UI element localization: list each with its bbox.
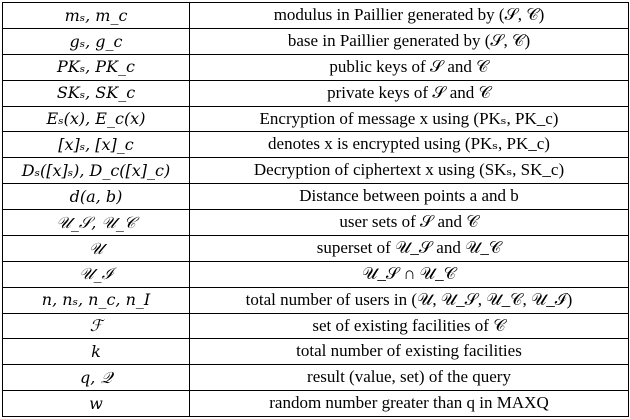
table-row	[3, 287, 629, 313]
description-cell: set of existing facilities of 𝒞	[190, 313, 629, 339]
symbol-cell: n, nₛ, n_c, n_I	[3, 287, 190, 313]
symbol-cell: Eₛ(x), E_c(x)	[3, 106, 190, 132]
symbol-cell: gₛ, g_c	[3, 28, 190, 54]
table-row	[3, 80, 629, 106]
table-row	[3, 261, 629, 287]
symbol-cell: PKₛ, PK_c	[3, 54, 190, 80]
table-row	[3, 54, 629, 80]
notation-table	[2, 2, 629, 417]
description-cell: 𝒰_𝒮 ∩ 𝒰_𝒞	[190, 261, 629, 287]
description-cell: random number greater than q in MAXQ	[190, 391, 629, 417]
symbol-cell: Dₛ([x]ₛ), D_c([x]_c)	[3, 158, 190, 184]
description-cell: total number of users in (𝒰, 𝒰_𝒮, 𝒰_𝒞, 𝒰_ℐ)	[190, 287, 629, 313]
description-cell: private keys of 𝒮 and 𝒞	[190, 80, 629, 106]
table-row	[3, 3, 629, 29]
description-cell: base in Paillier generated by (𝒮, 𝒞)	[190, 28, 629, 54]
description-cell: Decryption of ciphertext x using (SKₛ, SK_c)	[190, 158, 629, 184]
table-row	[3, 339, 629, 365]
table-row	[3, 158, 629, 184]
symbol-cell: d(a, b)	[3, 184, 190, 210]
symbol-cell: k	[3, 339, 190, 365]
symbol-cell: 𝒰_ℐ	[3, 261, 190, 287]
description-cell: denotes x is encrypted using (PKₛ, PK_c)	[190, 132, 629, 158]
description-cell: public keys of 𝒮 and 𝒞	[190, 54, 629, 80]
symbol-cell: [x]ₛ, [x]_c	[3, 132, 190, 158]
description-cell: Encryption of message x using (PKₛ, PK_c)	[190, 106, 629, 132]
table-row	[3, 132, 629, 158]
table-row	[3, 106, 629, 132]
description-cell: total number of existing facilities	[190, 339, 629, 365]
description-cell: result (value, set) of the query	[190, 365, 629, 391]
symbol-cell: w	[3, 391, 190, 417]
description-cell: Distance between points a and b	[190, 184, 629, 210]
table-row	[3, 28, 629, 54]
symbol-cell: SKₛ, SK_c	[3, 80, 190, 106]
table-row	[3, 235, 629, 261]
symbol-cell: q, 𝒬	[3, 365, 190, 391]
table-row	[3, 365, 629, 391]
description-cell: user sets of 𝒮 and 𝒞	[190, 210, 629, 236]
table-row	[3, 210, 629, 236]
symbol-cell: 𝒰	[3, 235, 190, 261]
description-cell: superset of 𝒰_𝒮 and 𝒰_𝒞	[190, 235, 629, 261]
table-row	[3, 313, 629, 339]
symbol-cell: mₛ, m_c	[3, 3, 190, 29]
table-row	[3, 184, 629, 210]
description-cell: modulus in Paillier generated by (𝒮, 𝒞)	[190, 3, 629, 29]
table-row	[3, 391, 629, 417]
symbol-cell: ℱ	[3, 313, 190, 339]
symbol-cell: 𝒰_𝒮, 𝒰_𝒞	[3, 210, 190, 236]
